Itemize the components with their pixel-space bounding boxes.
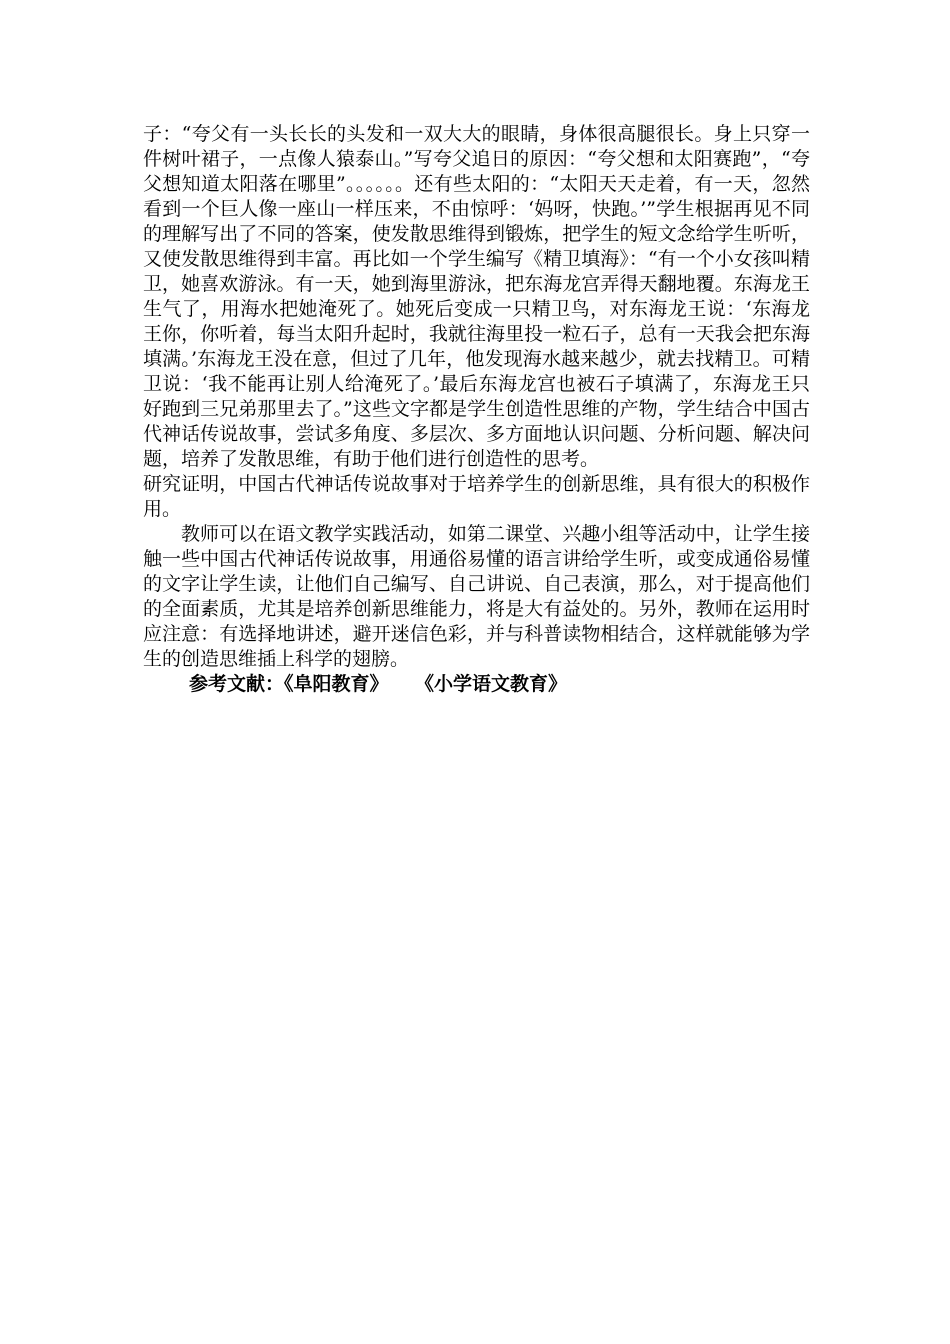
paragraph-story-examples: 子：“夸父有一头长长的头发和一双大大的眼睛，身体很高腿很长。身上只穿一件树叶裙子，一点像人猿泰山。”写夸父追日的原因：“夸父想和太阳赛跑”，“夸父想知道太阳落在哪里”。。。。。。还有些太阳的：“太阳天天走着，有一天，忽然看到一个巨人像一座山一样压来，不由惊呼：‘妈呀，快跑。’”学生根据再见不同的理解写出了不同的答案，使发散思维得到锻炼，把学生的短文念给学生听听，又使发散思维得到丰富。再比如一个学生编写《精卫填海》：“有一个小女孩叫精卫，她喜欢游泳。有一天，她到海里游泳，把东海龙宫弄得天翻地覆。东海龙王生气了，用海水把她淹死了。她死后变成一只精卫鸟，对东海龙王说：‘东海龙王你，你听着，每当太阳升起时，我就往海里投一粒石子，总有一天我会把东海填满。’东海龙王没在意，但过了几年，他发现海水越来越少，就去找精卫。可精卫说：‘我不能再让别人给淹死了。’最后东海龙宫也被石子填满了，东海龙王只好跑到三兄弟那里去了。”这些文字都是学生创造性思维的产物，学生结合中国古代神话传说故事，尝试多角度、多层次、多方面地认识问题、分析问题、解决问题，培养了发散思维，有助于他们进行创造性的思考。: [143, 123, 810, 470]
references-label: 参考文献：: [189, 673, 285, 695]
paragraph-research-conclusion: 研究证明，中国古代神话传说故事对于培养学生的创新思维，具有很大的积极作用。: [143, 473, 810, 520]
document-body: [143, 122, 810, 697]
reference-item: 《阜阳教育》: [284, 673, 389, 695]
references-line: [143, 672, 810, 697]
paragraph-teaching-advice: 教师可以在语文教学实践活动，如第二课堂、兴趣小组等活动中，让学生接触一些中国古代神话传说故事，用通俗易懂的语言讲给学生听，或变成通俗易懂的文字让学生读，让他们自己编写、自己讲说、自己表演，那么，对于提高他们的全面素质，尤其是培养创新思维能力，将是大有益处的。另外，教师在运用时应注意：有选择地讲述，避开迷信色彩，并与科普读物相结合，这样就能够为学生的创造思维插上科学的翅膀。: [143, 523, 810, 670]
reference-item: 《小学语文教育》: [415, 673, 568, 695]
